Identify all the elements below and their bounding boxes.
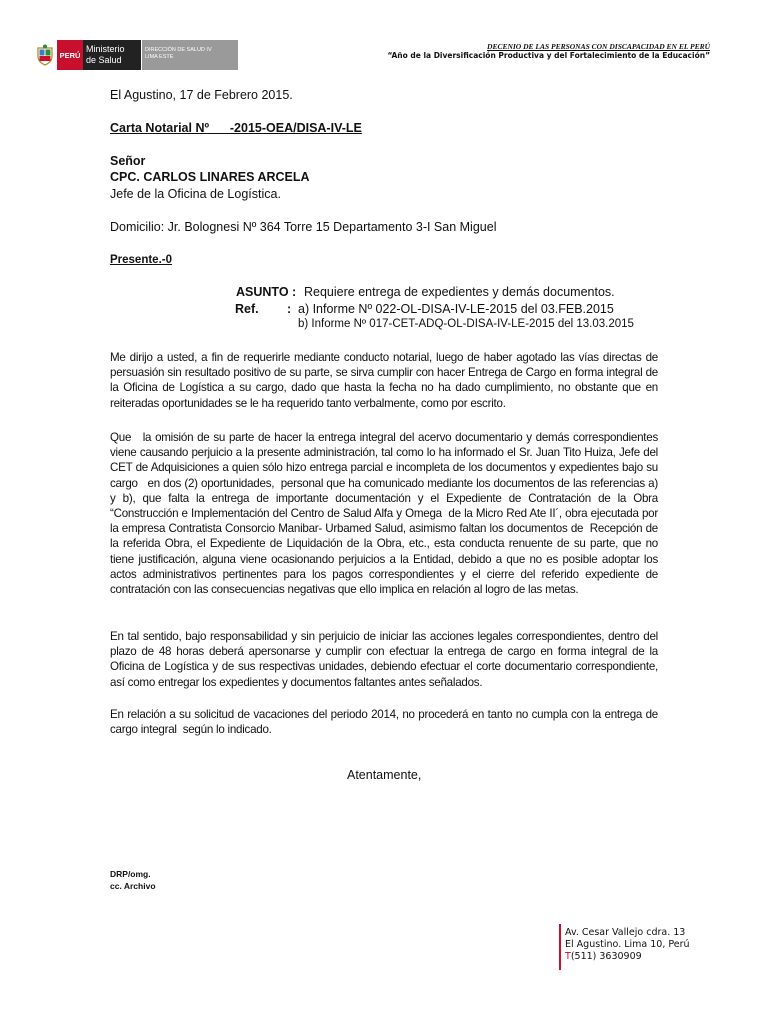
ref-item-a: a) Informe Nº 022-OL-DISA-IV-LE-2015 del 03.FEB.2015 bbox=[298, 302, 614, 316]
body-paragraph-3: En tal sentido, bajo responsabilidad y sin perjuicio de iniciar las acciones legales correspondientes, dentro del plazo de 48 horas deberá apersonarse y cumplir con efectuar la entrega de cargo en forma integral de la Oficina de Logística y de sus respectivas unidades, debiendo efectuar el corte documentario correspondiente, así como entregar los expedientes y documentos faltantes antes señalados. bbox=[110, 630, 658, 689]
ref-item-b: b) Informe Nº 017-CET-ADQ-OL-DISA-IV-LE-2015 del 13.03.2015 bbox=[298, 318, 634, 330]
address-line-2: El Agustino. Lima 10, Perú bbox=[565, 939, 690, 950]
asunto-text: Requiere entrega de expedientes y demás documentos. bbox=[304, 285, 615, 299]
direction-name: DIRECCIÓN DE SALUD IV LIMA ESTE bbox=[141, 40, 238, 70]
decade-motto: DECENIO DE LAS PERSONAS CON DISCAPACIDAD EN EL PERÚ bbox=[487, 42, 710, 51]
phone-line bbox=[565, 951, 690, 963]
salutation: Señor bbox=[110, 154, 146, 168]
body-paragraph-4: En relación a su solicitud de vacaciones del periodo 2014, no procederá en tanto no cumpla con la entrega de cargo integral según lo indicado. bbox=[110, 708, 661, 737]
cc-line: cc. Archivo bbox=[110, 881, 156, 891]
recipient-domicile: Domicilio: Jr. Bolognesi Nº 364 Torre 15 Departamento 3-I San Miguel bbox=[110, 220, 497, 234]
ref-colon: : bbox=[287, 302, 292, 316]
closing: Atentamente, bbox=[347, 768, 422, 782]
footer-divider bbox=[559, 924, 561, 970]
ref-label: Ref. bbox=[235, 302, 259, 316]
asunto-label: ASUNTO : bbox=[236, 285, 297, 299]
phone-number: (511) 3630909 bbox=[570, 951, 642, 962]
recipient-title: Jefe de la Oficina de Logística. bbox=[110, 187, 281, 201]
carta-notarial-number: Carta Notarial Nº -2015-OEA/DISA-IV-LE bbox=[110, 121, 362, 135]
footer-address bbox=[565, 927, 690, 963]
phone-prefix: T bbox=[565, 951, 571, 962]
header-motto bbox=[388, 42, 710, 60]
ministry-name: Ministerio de Salud bbox=[83, 40, 141, 70]
coat-of-arms-icon bbox=[33, 40, 57, 70]
presente: Presente.-0 bbox=[110, 254, 173, 266]
year-motto: “Año de la Diversificación Productiva y del Fortalecimiento de la Educación” bbox=[387, 51, 710, 60]
place-date: El Agustino, 17 de Febrero 2015. bbox=[110, 88, 293, 102]
ministry-logo bbox=[33, 40, 238, 70]
address-line-1: Av. Cesar Vallejo cdra. 13 bbox=[565, 927, 686, 938]
body-paragraph-1: Me dirijo a usted, a fin de requerirle mediante conducto notarial, luego de haber agotado las vías directas de persuasión sin resultado positivo de su parte, se sirva cumplir con hacer Entrega de Cargo en forma integral de la Oficina de Logística a su cargo, dado que hasta la fecha no ha dado cumplimiento, no obstante que en reiteradas oportunidades se le ha requerido tanto verbalmente, como por escrito. bbox=[110, 351, 658, 410]
recipient-name: CPC. CARLOS LINARES ARCELA bbox=[110, 170, 310, 184]
body-paragraph-2: Que la omisión de su parte de hacer la entrega integral del acervo documentario y demás correspondientes viene causando perjuicio a la presente administración, tal como lo ha informado el Sr. Juan Tito Huiza, Jefe del CET de Adquisiciones a quien sólo hizo entrega parcial e incompleta de los documentos y expedientes bajo su cargo en dos (2) oportunidades, personal que ha comunicado mediante los documentos de las referencias a) y b), que falta la entrega de importante documentación y el Expediente de Contratación de la Obra “Construcción e Implementación del Centro de Salud Alfa y Omega de la Micro Red Ate II´, obra ejecutada por la empresa Contratista Consorcio Manibar- Urbamed Salud, asimismo faltan los documentos de Recepción de la referida Obra, el Expediente de Liquidación de la Obra, etc., esta conducta renuente de su parte, que no tiene justificación, alguna viene ocasionando perjuicios a la Entidad, debido a que no es posible adoptar los actos administrativos pertinentes para los pagos correspondientes y el cierre del referido expediente de contratación con las consecuencias negativas que ello implica en relación al logro de las metas. bbox=[110, 431, 661, 597]
initials: DRP/omg. bbox=[110, 869, 151, 879]
country-label: PERÚ bbox=[57, 40, 83, 70]
